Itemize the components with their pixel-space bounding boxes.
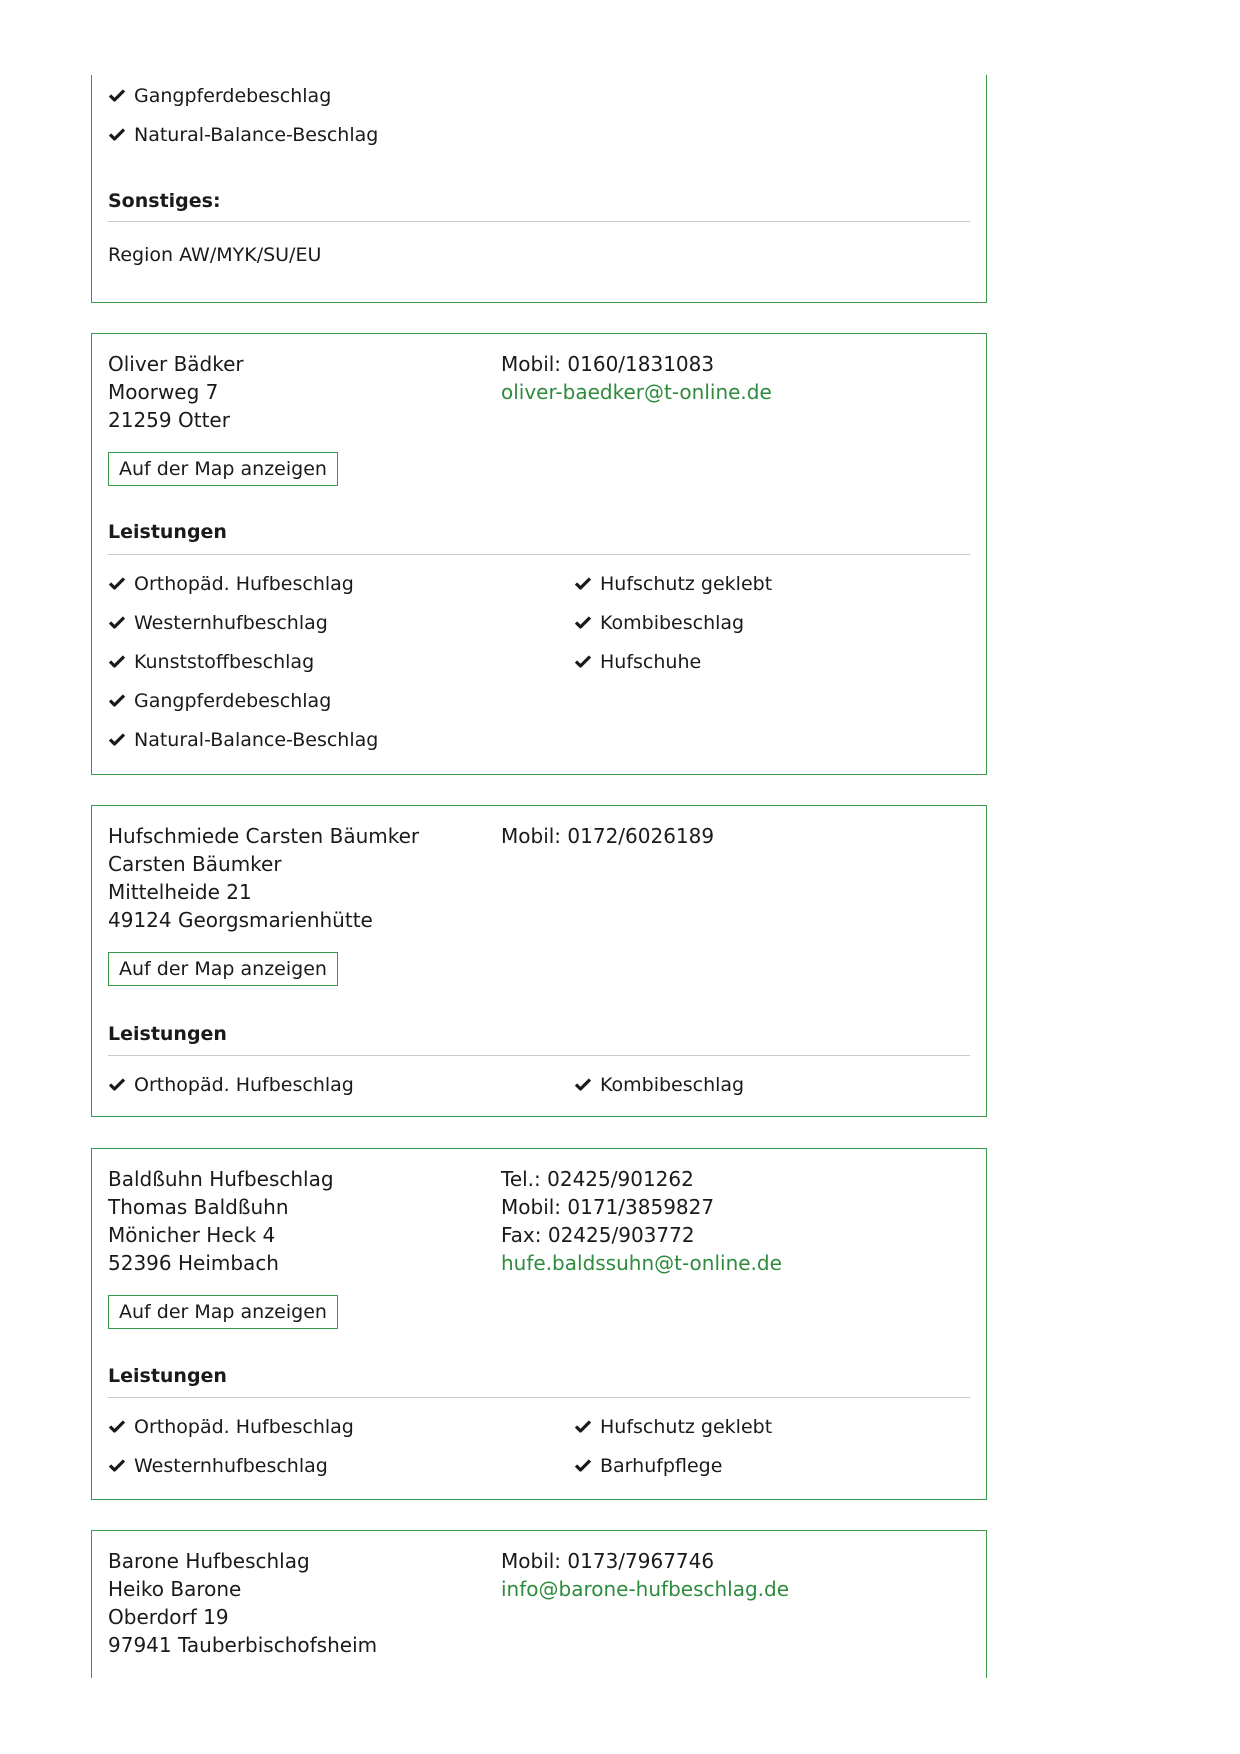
contact-block [501,822,714,850]
service-item: Westernhufbeschlag [108,609,328,637]
name: Heiko Barone [108,1577,242,1601]
checkmark-icon [108,1417,126,1435]
checkmark-icon [108,1456,126,1474]
checkmark-icon [574,574,592,592]
city: 49124 Georgsmarienhütte [108,908,373,932]
checkmark-icon [108,652,126,670]
service-item: Kunststoffbeschlag [108,648,314,676]
street: Moorweg 7 [108,380,219,404]
name: Carsten Bäumker [108,852,282,876]
show-on-map-button[interactable]: Auf der Map anzeigen [108,1295,338,1329]
address-block [108,822,419,934]
street: Mittelheide 21 [108,880,252,904]
service-item: Kombibeschlag [574,609,744,637]
name: Thomas Baldßuhn [108,1195,289,1219]
farrier-card-2 [91,805,987,1117]
contact-block [501,1165,782,1277]
phone: Tel.: 02425/901262 [501,1167,694,1191]
service-item: Gangpferdebeschlag [108,82,331,110]
other-text: Region AW/MYK/SU/EU [108,244,322,266]
checkmark-icon [574,1417,592,1435]
service-item: Natural-Balance-Beschlag [108,121,378,149]
service-item: Orthopäd. Hufbeschlag [108,570,354,598]
service-item: Gangpferdebeschlag [108,687,331,715]
city: 97941 Tauberbischofsheim [108,1633,378,1657]
show-on-map-button[interactable]: Auf der Map anzeigen [108,452,338,486]
name: Oliver Bädker [108,352,244,376]
service-item: Hufschuhe [574,648,701,676]
farrier-card-4 [91,1530,987,1678]
email-link[interactable]: hufe.baldssuhn@t-online.de [501,1251,782,1275]
service-item: Orthopäd. Hufbeschlag [108,1413,354,1441]
city: 52396 Heimbach [108,1251,279,1275]
farrier-card-3 [91,1148,987,1500]
company-name: Hufschmiede Carsten Bäumker [108,824,420,848]
service-item: Hufschutz geklebt [574,1413,772,1441]
service-item: Orthopäd. Hufbeschlag [108,1071,354,1099]
service-item: Westernhufbeschlag [108,1452,328,1480]
contact-block [501,1547,789,1603]
checkmark-icon [108,613,126,631]
divider [108,1397,970,1398]
section-title-sonstiges: Sonstiges: [108,190,221,212]
email-link[interactable]: info@barone-hufbeschlag.de [501,1577,790,1601]
company-name: Barone Hufbeschlag [108,1549,310,1573]
company-name: Baldßuhn Hufbeschlag [108,1167,334,1191]
address-block [108,350,244,434]
address-block [108,1547,377,1659]
checkmark-icon [108,574,126,592]
street: Mönicher Heck 4 [108,1223,276,1247]
divider [108,221,970,222]
contact-block [501,350,772,406]
checkmark-icon [574,613,592,631]
checkmark-icon [574,652,592,670]
mobile: Mobil: 0172/6026189 [501,824,715,848]
mobile: Mobil: 0160/1831083 [501,352,715,376]
street: Oberdorf 19 [108,1605,229,1629]
divider [108,554,970,555]
checkmark-icon [108,1075,126,1093]
checkmark-icon [108,691,126,709]
city: 21259 Otter [108,408,230,432]
divider [108,1055,970,1056]
service-item: Barhufpflege [574,1452,722,1480]
mobile: Mobil: 0171/3859827 [501,1195,715,1219]
farrier-card-0 [91,75,987,303]
checkmark-icon [108,730,126,748]
show-on-map-button[interactable]: Auf der Map anzeigen [108,952,338,986]
checkmark-icon [574,1456,592,1474]
service-item: Hufschutz geklebt [574,570,772,598]
checkmark-icon [108,125,126,143]
mobile: Mobil: 0173/7967746 [501,1549,715,1573]
fax: Fax: 02425/903772 [501,1223,695,1247]
checkmark-icon [108,86,126,104]
farrier-card-1 [91,333,987,775]
service-item: Kombibeschlag [574,1071,744,1099]
section-title-leistungen: Leistungen [108,1365,227,1387]
section-title-leistungen: Leistungen [108,521,227,543]
section-title-leistungen: Leistungen [108,1023,227,1045]
checkmark-icon [574,1075,592,1093]
address-block [108,1165,334,1277]
email-link[interactable]: oliver-baedker@t-online.de [501,380,772,404]
service-item: Natural-Balance-Beschlag [108,726,378,754]
